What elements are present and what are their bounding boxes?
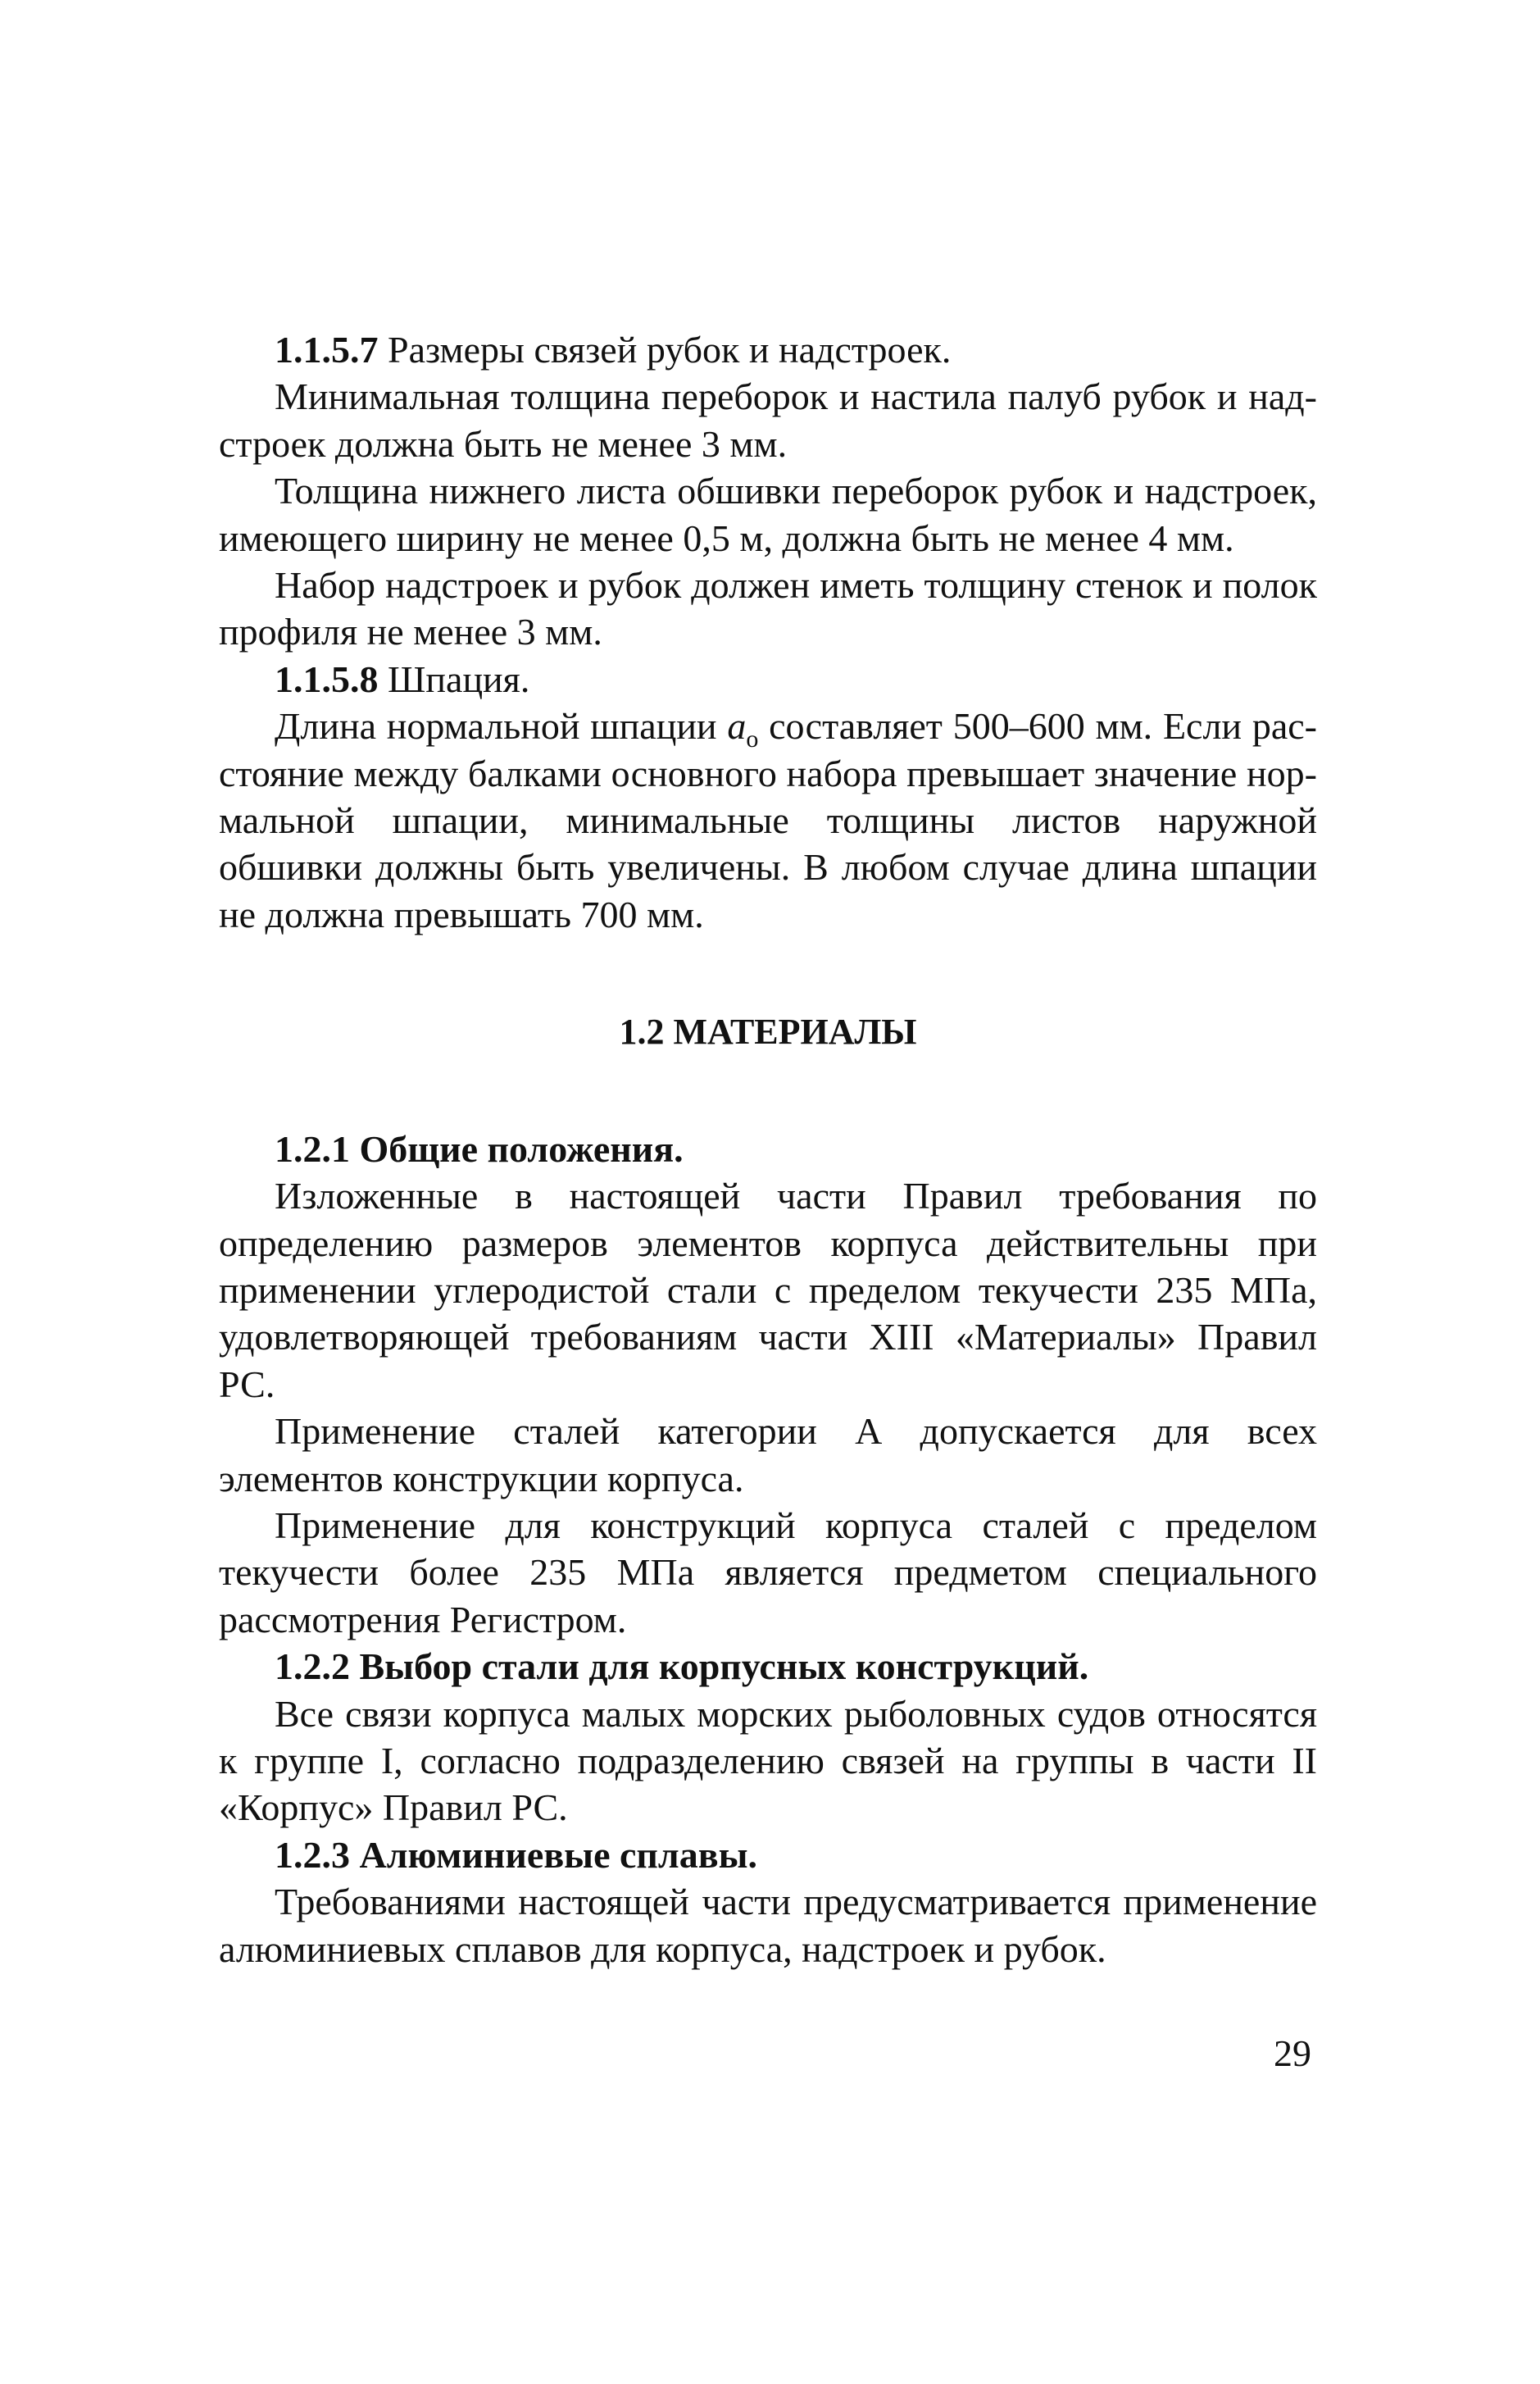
- paragraph: Изложенные в настоящей части Правил требования по определению размеров элементов корпуса действительны при применении углеродистой стали с пределом текучести 235 МПа, удовлетворяющей требованиям части XIII «Материалы» Правил РС.: [219, 1175, 1317, 1405]
- paragraph: Набор надстроек и рубок должен иметь толщину стенок и полок профиля не менее 3 мм.: [219, 564, 1317, 653]
- section-1-1-5-7-heading: [219, 326, 1317, 373]
- section-title: Шпация.: [388, 657, 530, 700]
- chapter-title: 1.2 МАТЕРИАЛЫ: [619, 1012, 917, 1053]
- section-1-2-2-heading: [219, 1643, 1317, 1690]
- page-number: 29: [1274, 2032, 1311, 2074]
- section-1-1-5-8-heading: [219, 656, 1317, 703]
- spacing-symbol: a: [727, 705, 747, 748]
- section-heading: 1.2.1 Общие положения.: [275, 1127, 684, 1170]
- section-1-2-1-heading: [219, 1126, 1317, 1172]
- paragraph: [219, 703, 1317, 938]
- paragraph: Применение для конструкций корпуса сталей с пределом текучести более 235 МПа является предметом специального рассмотрения Регистром.: [219, 1504, 1317, 1640]
- paragraph: Толщина нижнего листа обшивки переборок рубок и надстроек, имеющего ширину не менее 0,5 м, должна быть не менее 4 мм.: [219, 470, 1317, 559]
- paragraph: Все связи корпуса малых морских рыболовных судов относятся к группе I, согласно подразделению связей на группы в части II «Корпус» Правил РС.: [219, 1692, 1317, 1829]
- spacing-subscript: o: [746, 726, 759, 753]
- page-body: [219, 326, 1317, 1972]
- section-number: 1.1.5.7: [275, 329, 379, 371]
- paragraph: Требованиями настоящей части предусматривается применение алюминиевых сплавов для корпуса, надстроек и рубок.: [219, 1881, 1317, 1970]
- section-1-2-3-heading: [219, 1831, 1317, 1878]
- section-title: Размеры связей рубок и надстроек.: [388, 329, 952, 371]
- text-run: составляет 500–600 мм. Если расстояние между балками основного набора превышает значение нормальной шпации, минимальные толщины листов наружной обшивки должны быть увеличены. В любом случае длина шпации не должна превышать 700 мм.: [219, 705, 1317, 935]
- text-run: Длина нормальной шпации: [275, 705, 728, 748]
- section-heading: 1.2.3 Алюминиевые сплавы.: [275, 1833, 757, 1876]
- paragraph: Минимальная толщина переборок и настила палуб рубок и надстроек должна быть не менее 3 мм.: [219, 375, 1317, 465]
- section-heading: 1.2.2 Выбор стали для корпусных конструкций.: [275, 1645, 1089, 1688]
- paragraph: Применение сталей категории А допускается для всех элементов конструкции корпуса.: [219, 1410, 1317, 1499]
- section-number: 1.1.5.8: [275, 657, 379, 700]
